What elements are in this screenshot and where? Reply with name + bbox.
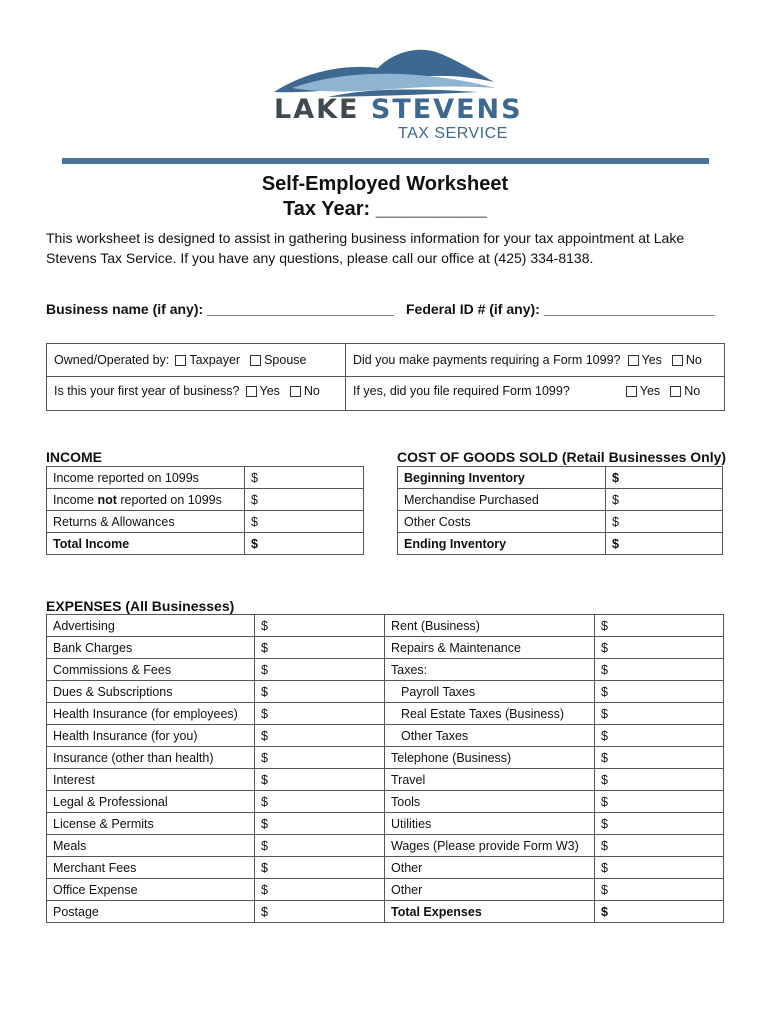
- expense-label: Meals: [47, 835, 255, 857]
- expense-amount-field[interactable]: $: [255, 681, 385, 703]
- expense-label: Dues & Subscriptions: [47, 681, 255, 703]
- expense-label: Other: [385, 857, 595, 879]
- expense-amount-field[interactable]: $: [255, 769, 385, 791]
- expense-label: License & Permits: [47, 813, 255, 835]
- expense-label: Other: [385, 879, 595, 901]
- expense-label: Real Estate Taxes (Business): [385, 703, 595, 725]
- expense-amount-field[interactable]: $: [255, 879, 385, 901]
- income-row: [47, 511, 364, 533]
- cogs-amount-field[interactable]: $: [606, 489, 723, 511]
- expense-amount-field[interactable]: $: [595, 703, 724, 725]
- expense-label: Telephone (Business): [385, 747, 595, 769]
- federal-id-field[interactable]: Federal ID # (if any): ______________________: [406, 301, 715, 317]
- cogs-label: Beginning Inventory: [398, 467, 606, 489]
- total-income-field[interactable]: $: [245, 533, 364, 555]
- expense-label: Health Insurance (for you): [47, 725, 255, 747]
- expense-amount-field[interactable]: $: [255, 747, 385, 769]
- cogs-table: [397, 466, 723, 555]
- page-title: Self-Employed Worksheet: [261, 173, 509, 195]
- expense-label: Rent (Business): [385, 615, 595, 637]
- expense-amount-field[interactable]: $: [595, 857, 724, 879]
- expense-amount-field[interactable]: $: [255, 703, 385, 725]
- expense-amount-field[interactable]: $: [255, 637, 385, 659]
- income-label: Returns & Allowances: [47, 511, 245, 533]
- questions-box: [46, 343, 725, 411]
- expense-label: Travel: [385, 769, 595, 791]
- cogs-row: [398, 467, 723, 489]
- expense-label: Office Expense: [47, 879, 255, 901]
- cogs-label: Ending Inventory: [398, 533, 606, 555]
- expense-row: [47, 659, 724, 681]
- expense-amount-field[interactable]: $: [255, 835, 385, 857]
- expense-amount-field[interactable]: $: [595, 901, 724, 923]
- cogs-amount-field[interactable]: $: [606, 511, 723, 533]
- income-amount-field[interactable]: $: [245, 467, 364, 489]
- cogs-label: Merchandise Purchased: [398, 489, 606, 511]
- income-amount-field[interactable]: $: [245, 489, 364, 511]
- expense-label: Other Taxes: [385, 725, 595, 747]
- expense-label: Interest: [47, 769, 255, 791]
- expense-amount-field[interactable]: $: [595, 725, 724, 747]
- income-heading: INCOME: [46, 449, 102, 465]
- expense-amount-field[interactable]: $: [595, 615, 724, 637]
- expense-row: [47, 725, 724, 747]
- expense-label: Taxes:: [385, 659, 595, 681]
- income-label: Income reported on 1099s: [47, 467, 245, 489]
- income-table: [46, 466, 364, 555]
- logo-wordmark: LAKE STEVENS: [274, 94, 523, 125]
- payments-1099-yes-checkbox[interactable]: [628, 355, 639, 366]
- income-row: [47, 489, 364, 511]
- expense-label: Health Insurance (for employees): [47, 703, 255, 725]
- cogs-row: [398, 489, 723, 511]
- first-year-question: Is this your first year of business? Yes No: [54, 384, 320, 398]
- business-name-field[interactable]: Business name (if any): ________________________: [46, 301, 394, 317]
- expense-amount-field[interactable]: $: [595, 659, 724, 681]
- income-amount-field[interactable]: $: [245, 511, 364, 533]
- expense-row: [47, 879, 724, 901]
- cogs-amount-field[interactable]: $: [606, 467, 723, 489]
- expense-amount-field[interactable]: $: [255, 615, 385, 637]
- expense-row: [47, 769, 724, 791]
- expense-amount-field[interactable]: $: [255, 813, 385, 835]
- expense-amount-field[interactable]: $: [595, 791, 724, 813]
- expense-label: Postage: [47, 901, 255, 923]
- expense-row: [47, 681, 724, 703]
- expense-label: Wages (Please provide Form W3): [385, 835, 595, 857]
- expense-row: [47, 637, 724, 659]
- expense-row: [47, 901, 724, 923]
- filed-1099-no-checkbox[interactable]: [670, 386, 681, 397]
- expense-label: Payroll Taxes: [385, 681, 595, 703]
- header-rule: [62, 158, 709, 164]
- expense-amount-field[interactable]: $: [595, 835, 724, 857]
- expense-label: Commissions & Fees: [47, 659, 255, 681]
- logo-subtitle: TAX SERVICE: [398, 125, 508, 142]
- intro-text: This worksheet is designed to assist in gathering business information for your tax appointment at Lake Stevens Tax Service. If you have any questions, please call our office at (425) 334-8138.: [46, 230, 685, 266]
- expense-amount-field[interactable]: $: [595, 747, 724, 769]
- expense-amount-field[interactable]: $: [595, 813, 724, 835]
- expenses-heading: EXPENSES (All Businesses): [46, 598, 235, 614]
- expense-label: Utilities: [385, 813, 595, 835]
- expense-label: Advertising: [47, 615, 255, 637]
- expense-amount-field[interactable]: $: [595, 637, 724, 659]
- income-label: Income not reported on 1099s: [47, 489, 245, 511]
- expense-amount-field[interactable]: $: [255, 659, 385, 681]
- cogs-row: [398, 533, 723, 555]
- expense-label: Tools: [385, 791, 595, 813]
- expense-amount-field[interactable]: $: [255, 725, 385, 747]
- owned-by-question: Owned/Operated by: Taxpayer Spouse: [54, 353, 307, 367]
- expense-label: Insurance (other than health): [47, 747, 255, 769]
- expense-label: Legal & Professional: [47, 791, 255, 813]
- expense-label: Merchant Fees: [47, 857, 255, 879]
- payments-1099-question: Did you make payments requiring a Form 1099? Yes No: [353, 353, 702, 367]
- expense-row: [47, 857, 724, 879]
- expense-amount-field[interactable]: $: [595, 769, 724, 791]
- expense-amount-field[interactable]: $: [595, 681, 724, 703]
- first-year-yes-checkbox[interactable]: [246, 386, 257, 397]
- expense-row: [47, 813, 724, 835]
- total-income-label: Total Income: [47, 533, 245, 555]
- expense-amount-field[interactable]: $: [255, 791, 385, 813]
- expense-label: Repairs & Maintenance: [385, 637, 595, 659]
- expense-row: [47, 747, 724, 769]
- income-row: [47, 467, 364, 489]
- expense-row: [47, 615, 724, 637]
- expense-row: [47, 835, 724, 857]
- expense-label: Bank Charges: [47, 637, 255, 659]
- expense-amount-field[interactable]: $: [255, 857, 385, 879]
- first-year-no-checkbox[interactable]: [290, 386, 301, 397]
- expense-label: Total Expenses: [385, 901, 595, 923]
- cogs-label: Other Costs: [398, 511, 606, 533]
- tax-year-field[interactable]: Tax Year: __________: [283, 198, 487, 220]
- expense-amount-field[interactable]: $: [595, 879, 724, 901]
- income-row: [47, 533, 364, 555]
- cogs-heading: COST OF GOODS SOLD (Retail Businesses Only): [397, 449, 727, 465]
- expense-row: [47, 791, 724, 813]
- expense-amount-field[interactable]: $: [255, 901, 385, 923]
- spouse-checkbox[interactable]: [250, 355, 261, 366]
- cogs-amount-field[interactable]: $: [606, 533, 723, 555]
- cogs-row: [398, 511, 723, 533]
- company-logo: [268, 42, 523, 146]
- filed-1099-question: If yes, did you file required Form 1099? Yes No: [353, 384, 701, 398]
- taxpayer-checkbox[interactable]: [175, 355, 186, 366]
- payments-1099-no-checkbox[interactable]: [672, 355, 683, 366]
- expenses-table: [46, 614, 724, 923]
- expense-row: [47, 703, 724, 725]
- mountain-logo-icon: [268, 42, 500, 98]
- filed-1099-yes-checkbox[interactable]: [626, 386, 637, 397]
